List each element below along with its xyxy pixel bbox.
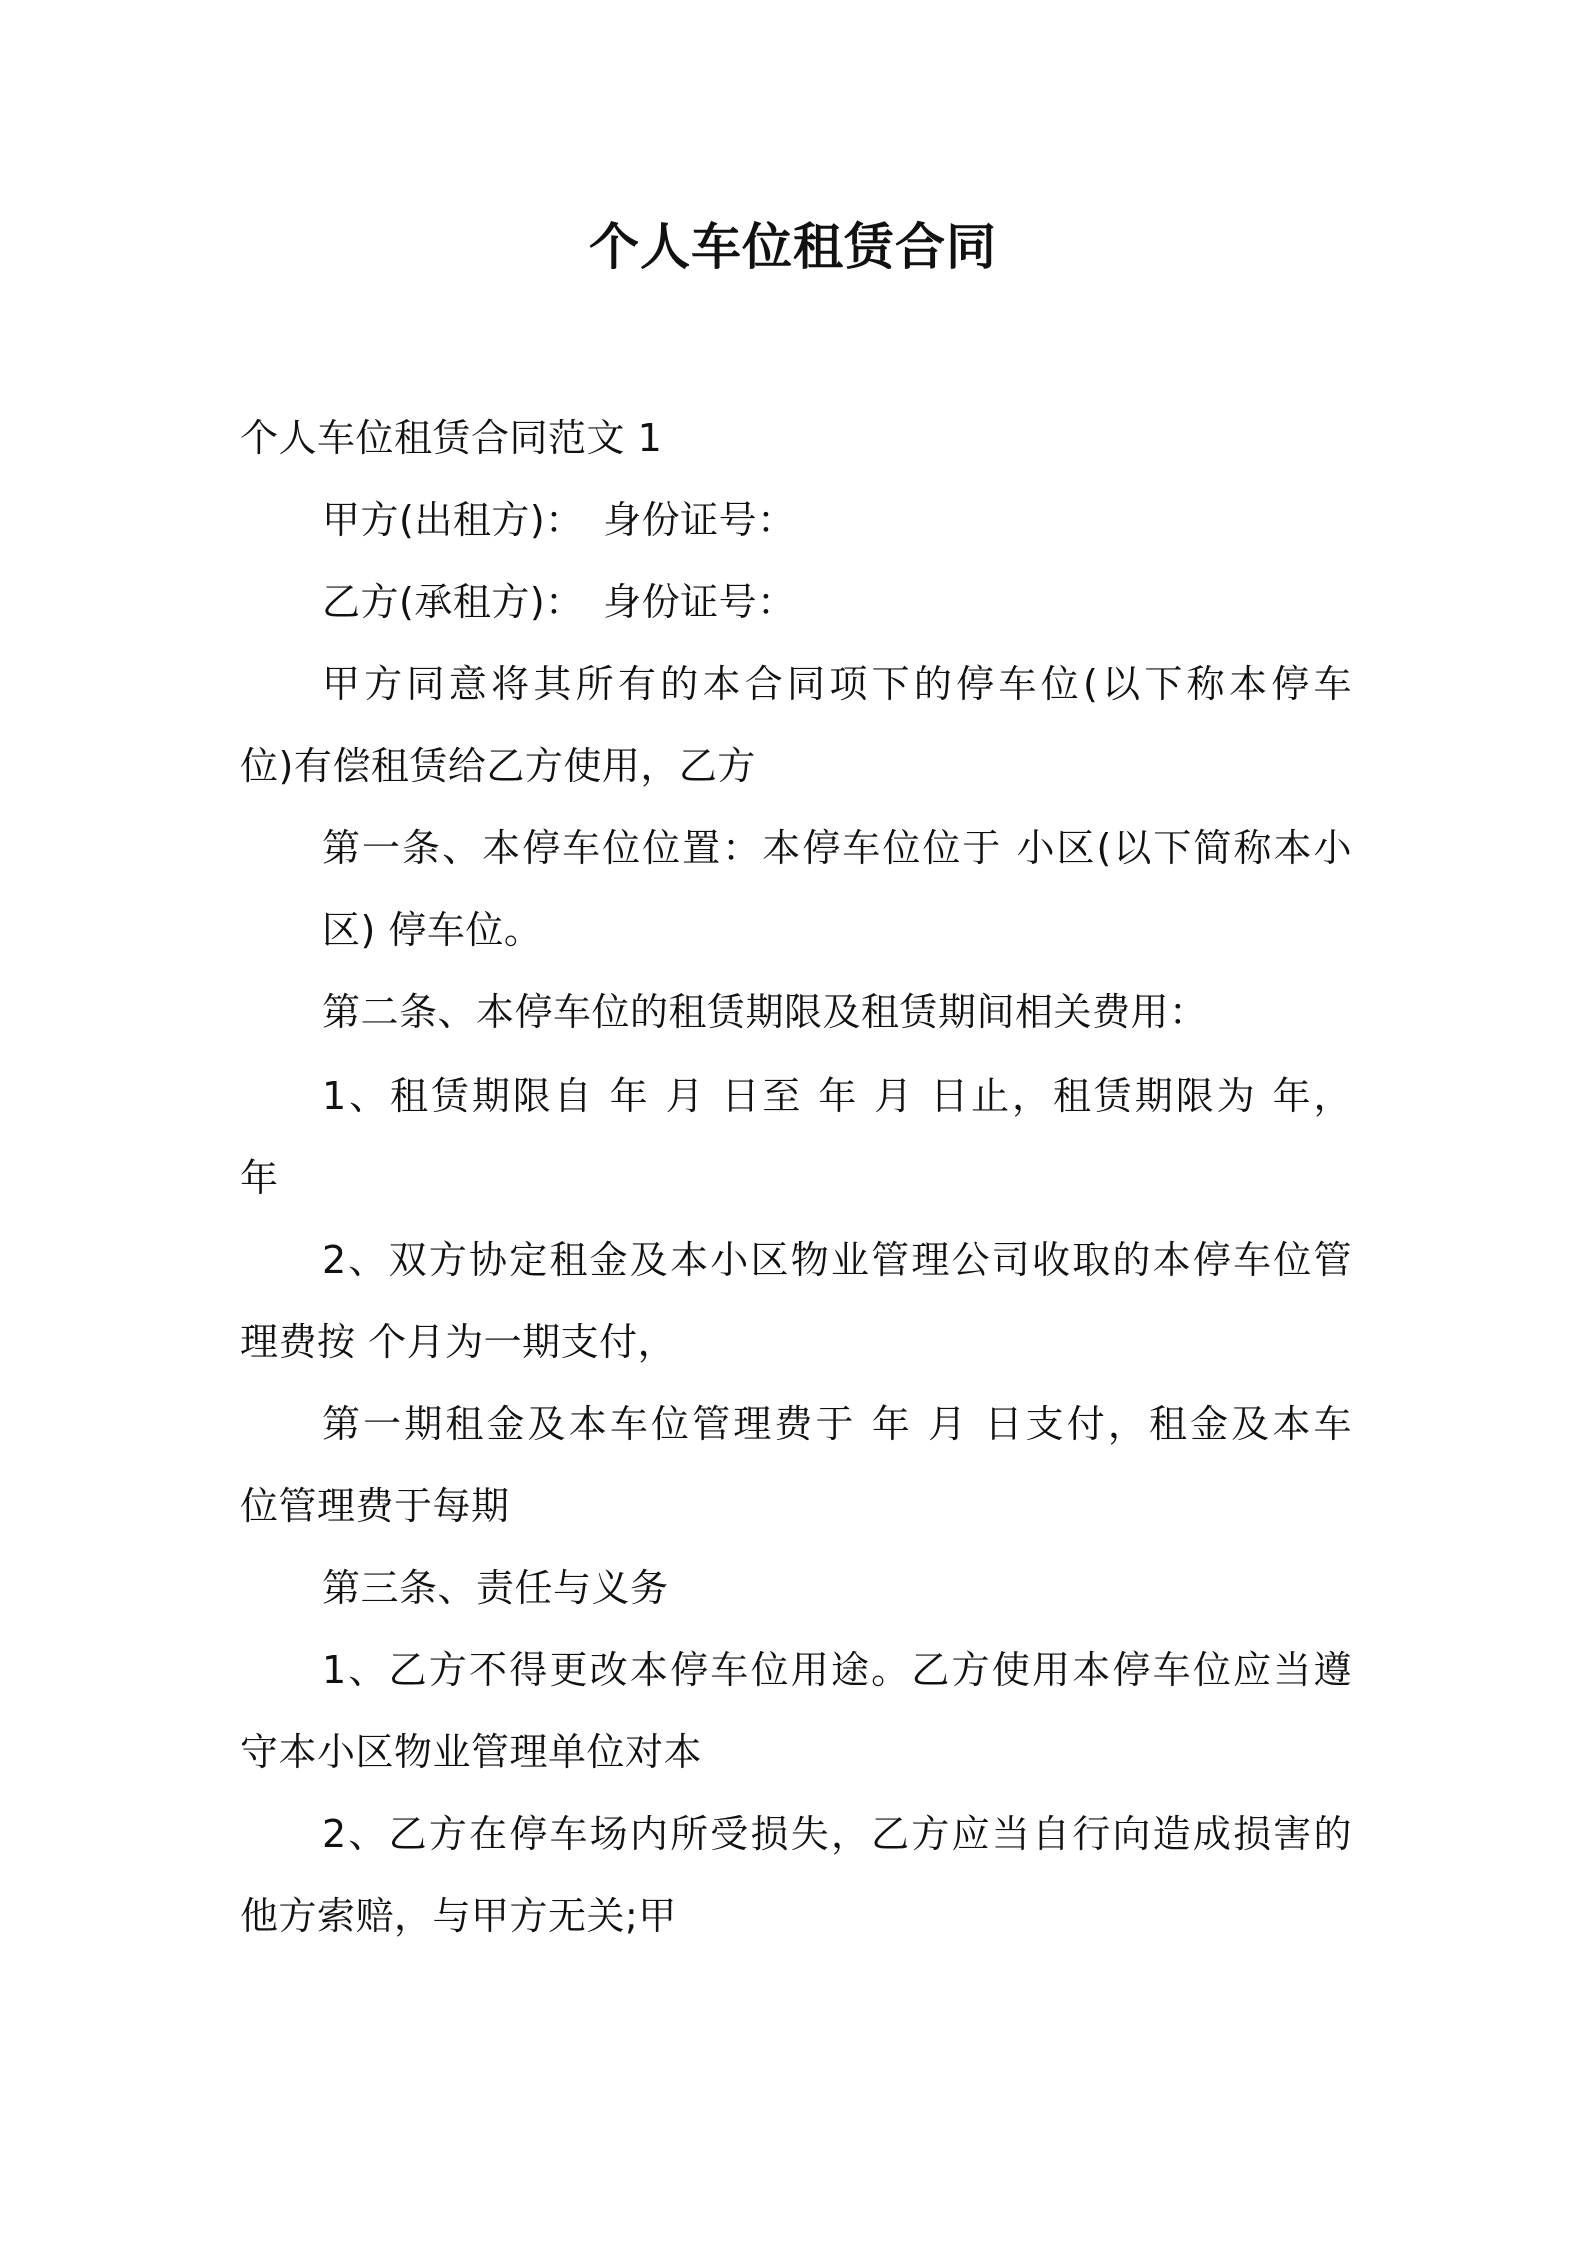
article-two-line: 第二条、本停车位的租赁期限及租赁期间相关费用：: [322, 990, 1208, 1034]
paragraph-line: 年: [240, 1156, 279, 1200]
clause-line: 2、双方协定租金及本小区物业管理公司收取的本停车位管: [322, 1238, 1352, 1282]
clause-line: 2、乙方在停车场内所受损失，乙方应当自行向造成损害的: [322, 1812, 1352, 1856]
clause-line: 第一期租金及本车位管理费于 年 月 日支付，租金及本车: [322, 1402, 1352, 1446]
clause-line: 1、乙方不得更改本停车位用途。乙方使用本停车位应当遵: [322, 1648, 1352, 1692]
paragraph-line: 位)有偿租赁给乙方使用，乙方: [240, 744, 756, 788]
article-one-line: 第一条、本停车位位置：本停车位位于 小区(以下简称本小: [322, 826, 1352, 870]
paragraph-line: 位管理费于每期: [240, 1484, 510, 1528]
section-heading: 个人车位租赁合同范文 1: [240, 416, 663, 460]
paragraph-line: 守本小区物业管理单位对本: [240, 1730, 703, 1774]
paragraph-line: 甲方同意将其所有的本合同项下的停车位(以下称本停车: [322, 662, 1352, 706]
paragraph-line: 理费按 个月为一期支付，: [240, 1320, 677, 1364]
party-a-line: 甲方(出租方)： 身份证号：: [322, 498, 796, 542]
document-title: 个人车位租赁合同: [589, 218, 997, 276]
paragraph-line: 他方索赔，与甲方无关;甲: [240, 1894, 677, 1938]
party-b-line: 乙方(承租方)： 身份证号：: [322, 580, 796, 624]
paragraph-line: 区) 停车位。: [322, 908, 543, 952]
article-three-line: 第三条、责任与义务: [322, 1566, 669, 1610]
clause-line: 1、租赁期限自 年 月 日至 年 月 日止，租赁期限为 年，: [322, 1074, 1352, 1118]
